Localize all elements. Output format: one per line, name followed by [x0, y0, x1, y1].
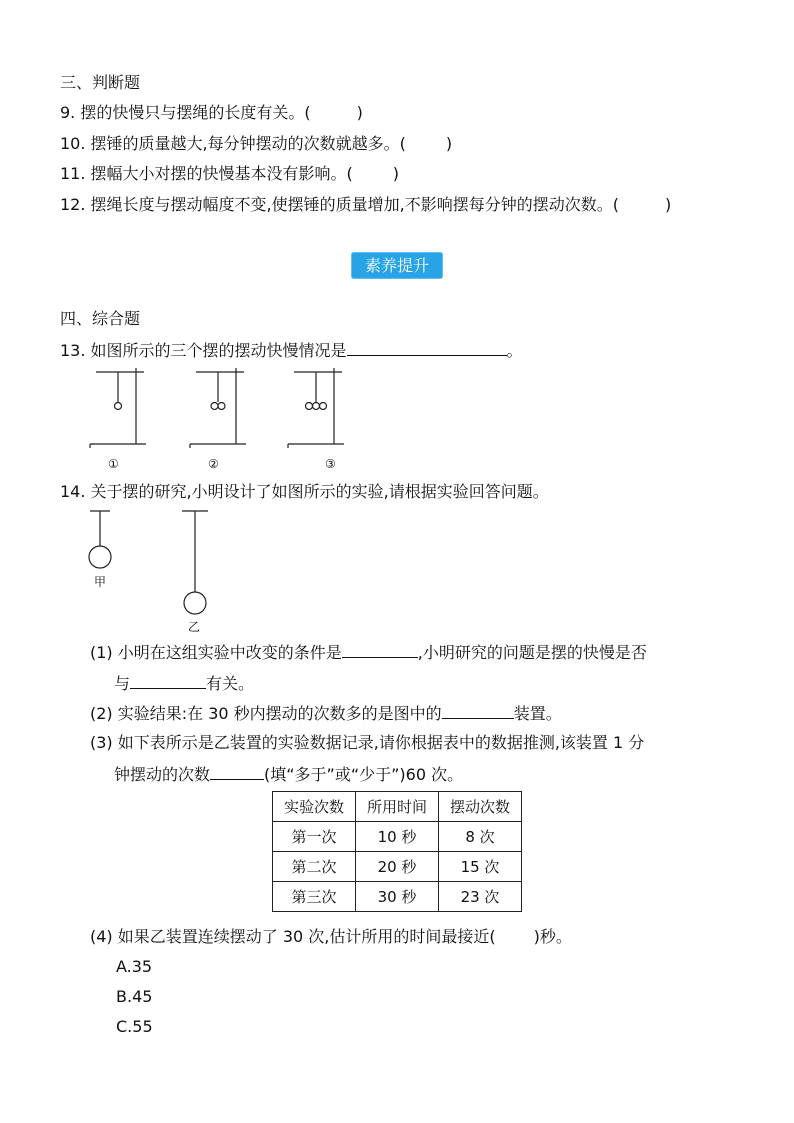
pendulum-yi — [182, 511, 208, 614]
question-10-text: 10. 摆锤的质量越大,每分钟摆动的次数就越多。( — [60, 134, 406, 153]
question-14-intro: 14. 关于摆的研究,小明设计了如图所示的实验,请根据实验回答问题。 — [60, 482, 549, 501]
sub-question-3-text-b: 钟摆动的次数 — [114, 765, 211, 784]
answer-blank[interactable] — [347, 339, 507, 356]
section3-title: 三、判断题 — [60, 73, 141, 92]
answer-blank[interactable] — [342, 641, 418, 658]
bob-double-1 — [211, 403, 218, 410]
table-cell: 30 秒 — [356, 882, 439, 912]
paren-close: ) — [356, 103, 363, 122]
table-cell: 15 次 — [439, 852, 522, 882]
paren-close: ) — [664, 195, 672, 214]
table-cell: 10 秒 — [356, 822, 439, 852]
figure-label-yi: 乙 — [188, 620, 201, 634]
sub-question-3-text-c: (填“多于”或“少于”)60 次。 — [264, 765, 464, 784]
answer-blank[interactable] — [130, 672, 206, 689]
table-cell: 20 秒 — [356, 852, 439, 882]
literacy-banner: 素养提升 — [351, 252, 443, 279]
sub-question-1-text-c: 与 — [114, 674, 131, 693]
bob-triple-2 — [313, 403, 320, 410]
table-cell: 第一次 — [273, 822, 356, 852]
figure-label-3: ③ — [325, 457, 336, 471]
sub-question-4-text-b: )秒。 — [533, 927, 572, 946]
sub-question-2-text-a: (2) 实验结果:在 30 秒内摆动的次数多的是图中的 — [90, 704, 442, 723]
table-cell: 8 次 — [439, 822, 522, 852]
sub-question-4-text-a: (4) 如果乙装置连续摆动了 30 次,估计所用的时间最接近( — [90, 927, 496, 946]
answer-blank[interactable] — [210, 763, 264, 780]
bob-single — [115, 403, 122, 410]
section4-title: 四、综合题 — [60, 309, 141, 328]
paren-close: ) — [445, 134, 453, 153]
paren-close: ) — [392, 164, 400, 183]
table-header: 摆动次数 — [439, 792, 522, 822]
sub-question-1-text-a: (1) 小明在这组实验中改变的条件是 — [90, 643, 342, 662]
pendulum-stand-3 — [288, 368, 344, 448]
pendulum-stand-1 — [90, 368, 146, 448]
table-row — [273, 852, 522, 882]
pendulum-stand-2 — [190, 368, 246, 448]
sub-question-2 — [90, 702, 562, 725]
sub-question-1-line2 — [114, 672, 254, 695]
experiment-data-table — [272, 791, 522, 912]
figure-label-2: ② — [208, 457, 219, 471]
question-11 — [60, 163, 399, 185]
question-13 — [60, 339, 523, 362]
question-10 — [60, 133, 452, 155]
table-cell: 23 次 — [439, 882, 522, 912]
table-cell: 第三次 — [273, 882, 356, 912]
bob-triple-1 — [306, 403, 313, 410]
answer-blank[interactable] — [442, 702, 514, 719]
question-11-text: 11. 摆幅大小对摆的快慢基本没有影响。( — [60, 164, 353, 183]
sub-question-2-text-b: 装置。 — [513, 704, 562, 723]
figure-label-jia: 甲 — [94, 575, 107, 589]
table-header: 实验次数 — [273, 792, 356, 822]
bob-double-2 — [218, 403, 225, 410]
question-13-text: 13. 如图所示的三个摆的摆动快慢情况是 — [60, 341, 347, 360]
option-b[interactable]: B.45 — [116, 987, 153, 1006]
sub-question-3-line1: (3) 如下表所示是乙装置的实验数据记录,请你根据表中的数据推测,该装置 1 分 — [90, 733, 645, 752]
table-cell: 第二次 — [273, 852, 356, 882]
three-pendulums-figure — [80, 364, 380, 464]
question-12 — [60, 194, 671, 216]
bob-triple-3 — [320, 403, 327, 410]
table-row — [273, 882, 522, 912]
question-13-suffix: 。 — [506, 341, 523, 360]
pendulum-jia — [89, 511, 111, 568]
table-row — [273, 822, 522, 852]
question-12-text: 12. 摆绳长度与摆动幅度不变,使摆锤的质量增加,不影响摆每分钟的摆动次数。( — [60, 195, 619, 214]
question-9-text: 9. 摆的快慢只与摆绳的长度有关。( — [60, 103, 311, 122]
sub-question-1-line1 — [90, 641, 647, 664]
sub-question-3-line2 — [114, 763, 463, 786]
table-header: 所用时间 — [356, 792, 439, 822]
two-pendulums-figure — [84, 506, 224, 621]
question-9 — [60, 102, 363, 124]
sub-question-1-text-d: 有关。 — [206, 674, 255, 693]
table-header-row — [273, 792, 522, 822]
sub-question-4 — [90, 926, 572, 948]
figure-label-1: ① — [108, 457, 119, 471]
option-c[interactable]: C.55 — [116, 1017, 153, 1036]
option-a[interactable]: A.35 — [116, 957, 153, 976]
sub-question-1-text-b: ,小明研究的问题是摆的快慢是否 — [417, 643, 647, 662]
